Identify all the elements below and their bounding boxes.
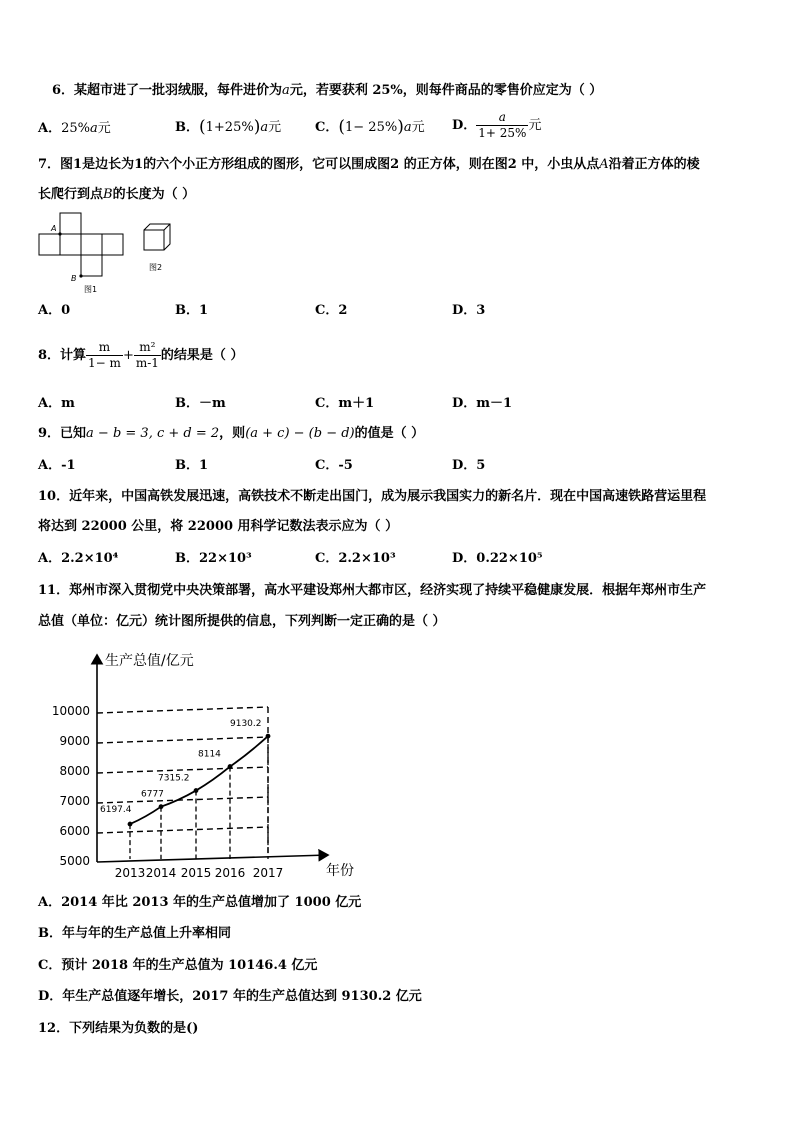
- q7-figures: [36, 208, 186, 298]
- x-tick-label-2013: 2013: [114, 866, 146, 880]
- q7-option-a: A．0: [38, 303, 71, 318]
- data-label-2013: 6197.4: [100, 805, 132, 816]
- y-tick-label-6000: 6000: [59, 824, 90, 838]
- q11-option-b: B．年与年的生产总值上升率相同: [38, 926, 231, 941]
- q6-option-c: C．(1− 25%)a元: [315, 117, 425, 137]
- fig2-caption: 图2: [149, 263, 163, 272]
- q10-option-d: D．0.22×10⁵: [452, 551, 543, 566]
- fig-point-b: [79, 274, 82, 277]
- data-point-2014: [159, 804, 164, 809]
- q6-option-a: A．25%a元: [38, 121, 111, 136]
- q6-option-b: B．(1+25%)a元: [175, 117, 282, 137]
- fig1-caption: 图1: [84, 285, 98, 294]
- data-point-2017: [266, 734, 271, 739]
- q7-option-c: C．2: [315, 303, 348, 318]
- q9-option-c: C．-5: [315, 458, 353, 473]
- gridline-10000: [97, 707, 268, 713]
- x-tick-label-2017: 2017: [252, 866, 284, 880]
- q9-option-b: B．1: [175, 458, 209, 473]
- x-tick-label-2015: 2015: [180, 866, 212, 880]
- data-label-2014: 6777: [141, 789, 164, 800]
- question-10-line1: 10．近年来，中国高铁发展迅速，高铁技术不断走出国门，成为展示我国实力的新名片．现在中国高速铁路营运里程: [38, 489, 707, 504]
- x-axis-label: 年份: [326, 863, 354, 879]
- data-label-2017: 9130.2: [230, 719, 262, 730]
- question-6-stem: 6．某超市进了一批羽绒服，每件进价为a元，若要获利 25%，则每件商品的零售价应定为（ ）: [52, 83, 603, 98]
- data-point-2016: [228, 764, 233, 769]
- question-11-line1: 11．郑州市深入贯彻党中央决策部署，高水平建设郑州大都市区，经济实现了持续平稳健康发展．根据年郑州市生产: [38, 583, 707, 598]
- q7-option-b: B．1: [175, 303, 209, 318]
- q11-option-a: A．2014 年比 2013 年的生产总值增加了 1000 亿元: [38, 895, 362, 910]
- fig-label-a: A: [51, 224, 57, 233]
- fig-label-b: B: [71, 274, 77, 283]
- q7-option-d: D．3: [452, 303, 486, 318]
- y-tick-label-10000: 10000: [51, 704, 90, 718]
- data-label-2016: 8114: [198, 749, 221, 760]
- question-9-stem: 9．已知a − b = 3, c + d = 2，则(a + c) − (b − d)的值是（ ）: [38, 426, 425, 441]
- data-point-2015: [194, 788, 199, 793]
- question-12-stem: 12．下列结果为负数的是(): [38, 1021, 199, 1036]
- y-tick-label-5000: 5000: [59, 854, 90, 868]
- x-axis: [97, 855, 328, 862]
- q10-option-b: B．22×10³: [175, 551, 252, 566]
- gdp-line-chart: [30, 645, 354, 885]
- gridline-6000: [97, 827, 268, 833]
- data-label-2015: 7315.2: [158, 773, 190, 784]
- q9-option-a: A．-1: [38, 458, 76, 473]
- q8-option-a: A．m: [38, 396, 75, 411]
- q11-option-d: D．年生产总值逐年增长，2017 年的生产总值达到 9130.2 亿元: [38, 989, 422, 1004]
- question-10-line2: 将达到 22000 公里，将 22000 用科学记数法表示应为（ ）: [38, 519, 399, 534]
- gridline-8000: [97, 767, 268, 773]
- question-7-line2: 长爬行到点B的长度为（ ）: [38, 187, 196, 202]
- q10-option-c: C．2.2×10³: [315, 551, 396, 566]
- question-7-line1: 7．图1是边长为1的六个小正方形组成的图形，它可以围成图2 的正方体，则在图2 中，小虫从点A沿着正方体的棱: [38, 157, 700, 172]
- y-axis-label: 生产总值/亿元: [105, 653, 194, 669]
- figure-2-cube: [144, 224, 170, 250]
- y-tick-label-8000: 8000: [59, 764, 90, 778]
- data-point-2013: [128, 822, 133, 827]
- q10-option-a: A．2.2×10⁴: [38, 551, 119, 566]
- y-tick-label-9000: 9000: [59, 734, 90, 748]
- gridline-9000: [97, 737, 268, 743]
- figure-1-net: [39, 213, 123, 276]
- x-tick-label-2014: 2014: [145, 866, 177, 880]
- q11-option-c: C．预计 2018 年的生产总值为 10146.4 亿元: [38, 958, 318, 973]
- q9-option-d: D．5: [452, 458, 486, 473]
- fig-point-a: [58, 232, 61, 235]
- y-tick-label-7000: 7000: [59, 794, 90, 808]
- q8-option-b: B．－m: [175, 396, 226, 411]
- q8-option-d: D．m－1: [452, 396, 513, 411]
- q6-option-d: D． $\frac{a}{1+ 25\%}$ 元: [452, 110, 542, 140]
- question-11-line2: 总值（单位：亿元）统计图所提供的信息，下列判断一定正确的是（ ）: [38, 614, 446, 629]
- question-8-stem: 8．计算 $\frac{m}{1- m}$ + $\frac{\text{m²}}{m-1}$ 的结果是（ ）: [38, 340, 244, 370]
- x-tick-label-2016: 2016: [214, 866, 246, 880]
- q8-option-c: C．m＋1: [315, 396, 375, 411]
